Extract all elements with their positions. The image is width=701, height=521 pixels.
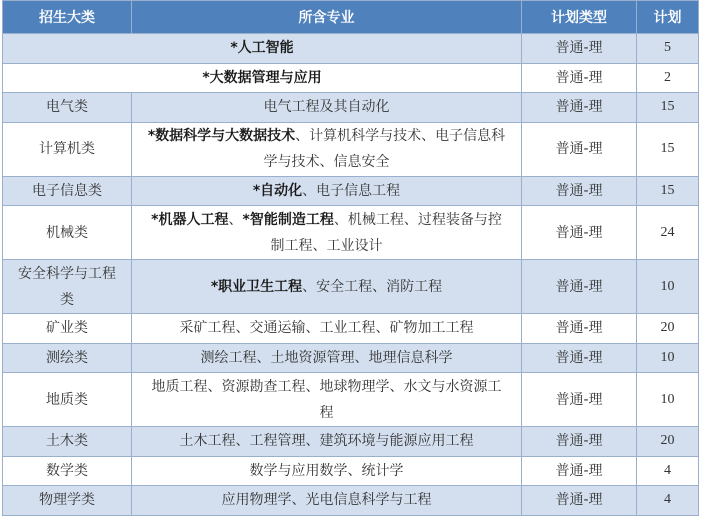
row-plan: 15 — [637, 176, 699, 206]
row-plan-type: 普通-理 — [522, 314, 637, 344]
major-name: 、 — [228, 211, 243, 228]
header-plan: 计划 — [637, 1, 699, 34]
row-plan: 20 — [637, 314, 699, 344]
major-highlight: *自动化 — [252, 182, 303, 199]
row-plan-type: 普通-理 — [522, 456, 637, 486]
row-plan-type: 普通-理 — [522, 93, 637, 123]
table-row — [3, 343, 699, 373]
header-majors: 所含专业 — [132, 1, 522, 34]
row-plan: 4 — [637, 456, 699, 486]
row-plan: 5 — [637, 34, 699, 64]
row-category: 电气类 — [3, 93, 132, 123]
table-row — [3, 34, 699, 64]
row-majors — [132, 486, 522, 516]
major-highlight: *职业卫生工程 — [210, 278, 303, 295]
row-plan-type: 普通-理 — [522, 206, 637, 260]
table-row — [3, 373, 699, 427]
row-plan: 10 — [637, 343, 699, 373]
row-plan-type: 普通-理 — [522, 176, 637, 206]
table-header-row — [3, 1, 699, 34]
row-majors — [132, 314, 522, 344]
table-row — [3, 93, 699, 123]
major-highlight: *数据科学与大数据技术 — [147, 128, 296, 144]
row-category: 机械类 — [3, 206, 132, 260]
row-plan: 2 — [637, 63, 699, 93]
table-row — [3, 456, 699, 486]
table-row — [3, 63, 699, 93]
admission-plan-table — [2, 0, 699, 516]
row-majors — [3, 34, 522, 64]
major-name: 测绘工程、土地资源管理、地理信息科学 — [200, 349, 453, 366]
major-name: 、计算机科学与技术、电子信息科学与技术、信息安全 — [263, 128, 506, 170]
row-majors — [132, 427, 522, 457]
major-name: 、安全工程、消防工程 — [302, 278, 443, 295]
row-category: 地质类 — [3, 373, 132, 427]
row-plan: 10 — [637, 373, 699, 427]
major-highlight: *大数据管理与应用 — [202, 69, 322, 86]
header-plan-type: 计划类型 — [522, 1, 637, 34]
major-highlight: *人工智能 — [230, 40, 294, 57]
major-name: 采矿工程、交通运输、工业工程、矿物加工工程 — [179, 320, 474, 337]
row-majors — [132, 93, 522, 123]
row-category: 计算机类 — [3, 122, 132, 176]
row-plan: 10 — [637, 260, 699, 314]
row-majors — [3, 63, 522, 93]
row-majors — [132, 373, 522, 427]
row-majors — [132, 456, 522, 486]
table-row — [3, 486, 699, 516]
table-row — [3, 122, 699, 176]
row-plan-type: 普通-理 — [522, 122, 637, 176]
table-row — [3, 260, 699, 314]
row-majors — [132, 176, 522, 206]
row-majors — [132, 206, 522, 260]
table-row — [3, 176, 699, 206]
row-category: 物理学类 — [3, 486, 132, 516]
major-name: 数学与应用数学、统计学 — [249, 462, 404, 479]
row-plan-type: 普通-理 — [522, 63, 637, 93]
row-category: 矿业类 — [3, 314, 132, 344]
major-highlight: *机器人工程 — [151, 211, 229, 228]
header-category: 招生大类 — [3, 1, 132, 34]
row-plan-type: 普通-理 — [522, 486, 637, 516]
row-category: 测绘类 — [3, 343, 132, 373]
major-name: 土木工程、工程管理、建筑环境与能源应用工程 — [179, 433, 474, 450]
row-plan: 20 — [637, 427, 699, 457]
row-plan: 15 — [637, 122, 699, 176]
major-name: 电气工程及其自动化 — [263, 99, 390, 116]
table-row — [3, 427, 699, 457]
major-name: 、机械工程、过程装备与控制工程、工业设计 — [270, 211, 502, 254]
row-category: 土木类 — [3, 427, 132, 457]
major-highlight: *智能制造工程 — [242, 211, 334, 228]
row-majors — [132, 122, 522, 176]
row-majors — [132, 343, 522, 373]
row-plan: 15 — [637, 93, 699, 123]
row-plan-type: 普通-理 — [522, 343, 637, 373]
row-majors — [132, 260, 522, 314]
row-plan-type: 普通-理 — [522, 260, 637, 314]
major-name: 、电子信息工程 — [302, 182, 401, 199]
row-category: 数学类 — [3, 456, 132, 486]
row-category: 电子信息类 — [3, 176, 132, 206]
table-row — [3, 314, 699, 344]
row-plan: 4 — [637, 486, 699, 516]
row-plan-type: 普通-理 — [522, 373, 637, 427]
major-name: 地质工程、资源勘查工程、地球物理学、水文与水资源工程 — [151, 378, 502, 421]
major-name: 应用物理学、光电信息科学与工程 — [221, 492, 432, 509]
row-plan-type: 普通-理 — [522, 427, 637, 457]
row-plan-type: 普通-理 — [522, 34, 637, 64]
table-row — [3, 206, 699, 260]
row-category: 安全科学与工程类 — [3, 260, 132, 314]
row-plan: 24 — [637, 206, 699, 260]
